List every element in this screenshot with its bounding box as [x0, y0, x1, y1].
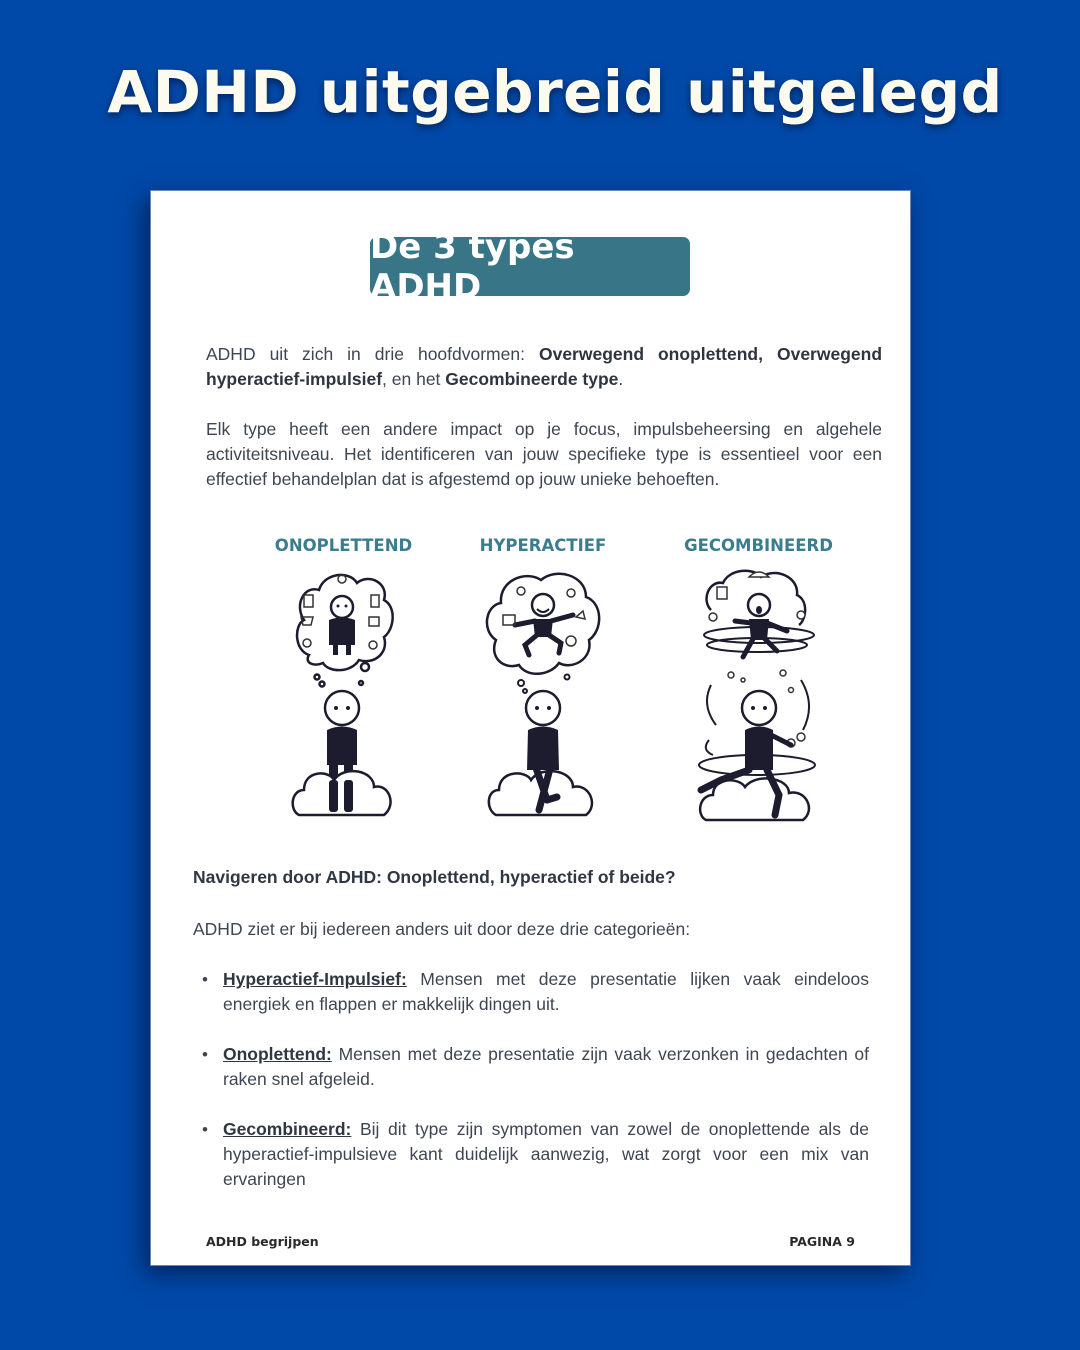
illustration-row	[261, 536, 841, 836]
list-item	[193, 1117, 869, 1192]
banner-title: ADHD uitgebreid uitgelegd	[107, 58, 1003, 126]
intro-text: ADHD uit zich in drie hoofdvormen:	[206, 344, 539, 364]
illustration-label: GECOMBINEERD	[684, 536, 833, 555]
section-title: De 3 types ADHD	[370, 237, 690, 296]
intro-paragraph	[206, 342, 882, 392]
page-number: PAGINA 9	[789, 1234, 855, 1249]
list-item-text: Mensen met deze presentatie zijn vaak verzonken in gedachten of raken snel afgeleid.	[223, 1044, 869, 1089]
illustration-label: ONOPLETTEND	[274, 536, 413, 555]
impact-paragraph: Elk type heeft een andere impact op je focus, impulsbeheersing en algehele activiteitsniveau. Het identificeren van jouw specifieke type is essentieel voor een effectief behandelplan dat is afgestemd op jouw unieke behoeften.	[206, 419, 882, 489]
intro-text: .	[618, 369, 624, 389]
jumping-stick-figure-icon	[481, 565, 606, 825]
illustration-combined	[681, 536, 836, 827]
footer-title: ADHD begrijpen	[206, 1234, 319, 1249]
list-item	[193, 1042, 869, 1092]
intro-text: , en het	[382, 369, 446, 389]
categories-intro: ADHD ziet er bij iedereen anders uit door deze drie categorieën:	[193, 919, 691, 939]
illustration-inattentive	[261, 536, 426, 825]
spinning-stick-figure-icon	[691, 565, 826, 827]
daydreaming-stick-figure-icon	[289, 565, 399, 825]
illustration-hyperactive	[473, 536, 613, 825]
types-list	[193, 967, 869, 1217]
list-item	[193, 967, 869, 1017]
list-item-text: Mensen met deze presentatie lijken vaak eindeloos energiek en flappen er makkelijk dingen uit.	[223, 969, 869, 1014]
list-item-term: Gecombineerd:	[223, 1119, 352, 1139]
illustration-label: HYPERACTIEF	[479, 536, 607, 555]
intro-bold-combined: Gecombineerde type	[445, 369, 619, 389]
list-item-term: Hyperactief-Impulsief:	[223, 969, 407, 989]
intro-bold-types: Overwegend onoplettend, Overwegend hyperactief-impulsief	[206, 344, 883, 389]
document-page	[150, 190, 911, 1266]
list-item-text: Bij dit type zijn symptomen van zowel de onoplettende als de hyperactief-impulsieve kant duidelijk aanwezig, wat zorgt voor een mix van ervaringen	[223, 1119, 869, 1189]
list-item-term: Onoplettend:	[223, 1044, 332, 1064]
subheading: Navigeren door ADHD: Onoplettend, hyperactief of beide?	[193, 867, 676, 887]
